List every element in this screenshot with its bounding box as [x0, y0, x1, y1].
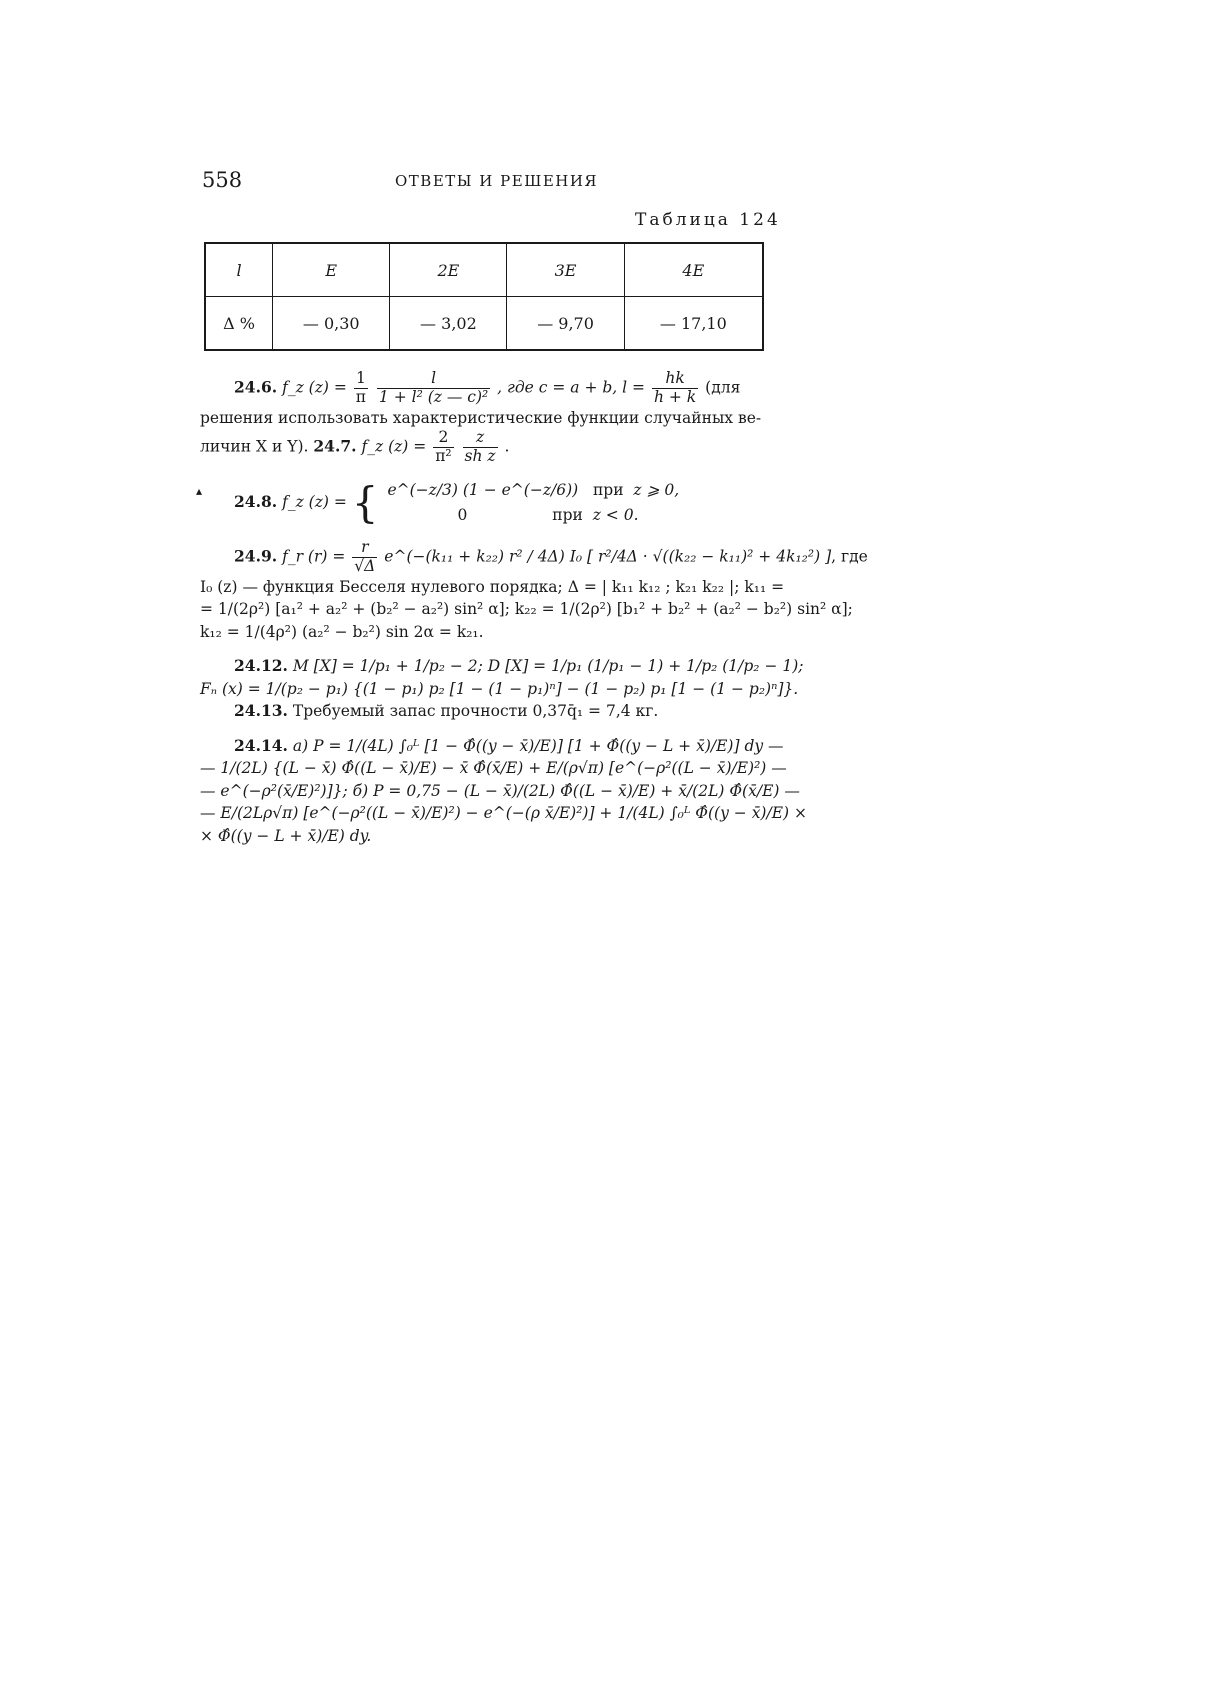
- table-124: [204, 242, 764, 351]
- fraction: [433, 429, 453, 466]
- answer-24-13: [200, 700, 775, 722]
- table-cell: Δ %: [205, 297, 273, 351]
- answer-24-14-line5: × Φ̂((y − L + x̄)/E) dy.: [200, 826, 372, 845]
- table-cell: 3E: [507, 243, 624, 297]
- formula-lhs: f_z (z) =: [282, 492, 347, 511]
- answer-24-9-line1: [200, 538, 868, 576]
- table-cell: — 17,10: [624, 297, 763, 351]
- answer-number: 24.9.: [234, 546, 278, 566]
- left-brace: {: [351, 477, 379, 527]
- fraction-denominator: π²: [435, 446, 452, 465]
- case-expression: e^(−z/3) (1 − e^(−z/6)): [387, 480, 579, 499]
- formula-text: , где c = a + b, l =: [497, 378, 646, 397]
- page-number: 558: [202, 168, 243, 192]
- fraction-numerator: 2: [438, 428, 449, 447]
- fraction-denominator: h + k: [653, 387, 697, 406]
- table-cell: E: [273, 243, 390, 297]
- table-data-row: [205, 297, 763, 351]
- answer-number: 24.13.: [234, 701, 288, 721]
- answer-24-6-line2: решения использовать характеристические функции случайных ве-: [200, 408, 762, 427]
- formula-text: а) P = 1/(4L) ∫₀ᴸ [1 − Φ̂((y − x̄)/E)] [1 + Φ̂((y − L + x̄)/E)] dy —: [292, 736, 784, 755]
- formula-text: (для: [705, 378, 741, 397]
- table-cell: — 3,02: [390, 297, 507, 351]
- fraction: [463, 429, 498, 466]
- answer-24-9-line2: I₀ (z) — функция Бесселя нулевого порядка; Δ = | k₁₁ k₁₂ ; k₂₁ k₂₂ |; k₁₁ =: [200, 577, 785, 596]
- formula-lhs: f_r (r) =: [282, 547, 346, 566]
- formula-text: Требуемый запас прочности 0,37q̄₁ = 7,4 кг.: [292, 702, 659, 721]
- answer-24-14-line4: — E/(2Lρ√π) [e^(−ρ²((L − x̄)/E)²) − e^(−(ρ x̄/E)²)] + 1/(4L) ∫₀ᴸ Φ̂((y − x̄)/E) ×: [200, 804, 807, 823]
- exponential-term: e^(−(k₁₁ + k₂₂) r² / 4Δ): [384, 547, 565, 566]
- bessel-term: I₀ [ r²/4Δ · √((k₂₂ − k₁₁)² + 4k₁₂²) ]: [569, 547, 832, 566]
- answer-24-9-line4: k₁₂ = 1/(4ρ²) (a₂² − b₂²) sin 2α = k₂₁.: [200, 622, 484, 641]
- table-cell: 4E: [624, 243, 763, 297]
- answers-body: [200, 369, 868, 847]
- answer-24-6-line1: [200, 370, 775, 407]
- answer-24-9-line3: = 1/(2ρ²) [a₁² + a₂² + (b₂² − a₂²) sin² α]; k₂₂ = 1/(2ρ²) [b₁² + b₂² + (a₂² − b₂²) sin² α];: [200, 600, 853, 619]
- table-cell: — 9,70: [507, 297, 624, 351]
- fraction-denominator: 1 + l² (z — c)²: [378, 387, 489, 406]
- piecewise-cases: [387, 478, 679, 528]
- fraction: [352, 539, 377, 576]
- answer-number: 24.14.: [234, 735, 288, 755]
- fraction: [377, 370, 490, 407]
- case-word: при: [552, 505, 583, 524]
- running-title: ОТВЕТЫ И РЕШЕНИЯ: [395, 172, 599, 190]
- answer-number: 24.7.: [313, 436, 357, 456]
- margin-mark: ▴: [196, 484, 203, 498]
- fraction-numerator: hk: [665, 369, 685, 387]
- case-expression: 0: [457, 505, 468, 524]
- formula-text: , где: [831, 547, 868, 566]
- formula-text: M [X] = 1/p₁ + 1/p₂ − 2; D [X] = 1/p₁ (1/p₁ − 1) + 1/p₂ (1/p₂ − 1);: [292, 657, 804, 676]
- answer-24-6-line3: [200, 429, 775, 466]
- table-cell: — 0,30: [273, 297, 390, 351]
- answer-24-14-line2: — 1/(2L) {(L − x̄) Φ̂((L − x̄)/E) − x̄ Φ̂(x̄/E) + E/(ρ√π) [e^(−ρ²((L − x̄)/E)²) —: [200, 759, 787, 778]
- fraction: [652, 370, 698, 407]
- answer-24-12-line1: [200, 655, 804, 677]
- fraction-denominator: π: [355, 387, 366, 406]
- formula-text: .: [504, 437, 510, 456]
- table-header-row: [205, 243, 763, 297]
- fraction: [354, 370, 368, 407]
- formula-text: личин X и Y).: [200, 437, 309, 456]
- case-word: при: [592, 480, 624, 499]
- answer-24-14-line1: [200, 735, 784, 757]
- table-caption: Таблица 124: [635, 210, 781, 230]
- fraction-denominator: sh z: [464, 446, 496, 465]
- answer-number: 24.6.: [234, 377, 278, 397]
- table-cell: l: [205, 243, 273, 297]
- fraction-numerator: z: [475, 428, 485, 447]
- fraction-numerator: l: [431, 369, 437, 387]
- answer-24-8: [200, 478, 775, 528]
- case-condition: z < 0.: [592, 505, 639, 524]
- fraction-numerator: r: [361, 538, 369, 557]
- formula-lhs: f_z (z) =: [361, 437, 427, 456]
- answer-24-12-line2: Fₙ (x) = 1/(p₂ − p₁) {(1 − p₁) p₂ [1 − (1 − p₁)ⁿ] − (1 − p₂) p₁ [1 − (1 − p₂)ⁿ]}.: [200, 679, 799, 698]
- fraction-numerator: 1: [355, 369, 366, 387]
- answer-number: 24.12.: [234, 656, 288, 676]
- case-condition: z ⩾ 0,: [633, 480, 680, 499]
- formula-lhs: f_z (z) =: [282, 378, 347, 397]
- fraction-denominator: √Δ: [354, 557, 376, 576]
- table-cell: 2E: [390, 243, 507, 297]
- answer-24-14-line3: — e^(−ρ²(x̄/E)²)]}; б) P = 0,75 − (L − x̄)/(2L) Φ̂((L − x̄)/E) + x̄/(2L) Φ̂(x̄/E) —: [200, 781, 800, 800]
- answer-number: 24.8.: [234, 491, 278, 511]
